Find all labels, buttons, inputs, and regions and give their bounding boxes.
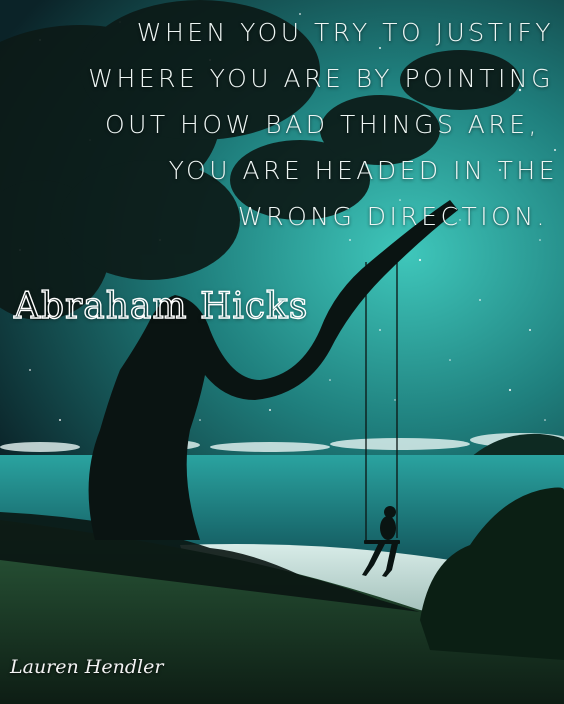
quote-line-1: WHEN YOU TRY TO JUSTIFY xyxy=(136,18,554,47)
quote-line-4: YOU ARE HEADED IN THE xyxy=(168,156,558,185)
quote-line-3: OUT HOW BAD THINGS ARE, xyxy=(104,110,540,139)
quote-author: Abraham Hicks xyxy=(14,286,309,327)
quote-line-2: WHERE YOU ARE BY POINTING xyxy=(88,64,554,93)
artist-signature: Lauren Hendler xyxy=(10,656,164,678)
quote-line-5: WRONG DIRECTION. xyxy=(237,202,548,231)
